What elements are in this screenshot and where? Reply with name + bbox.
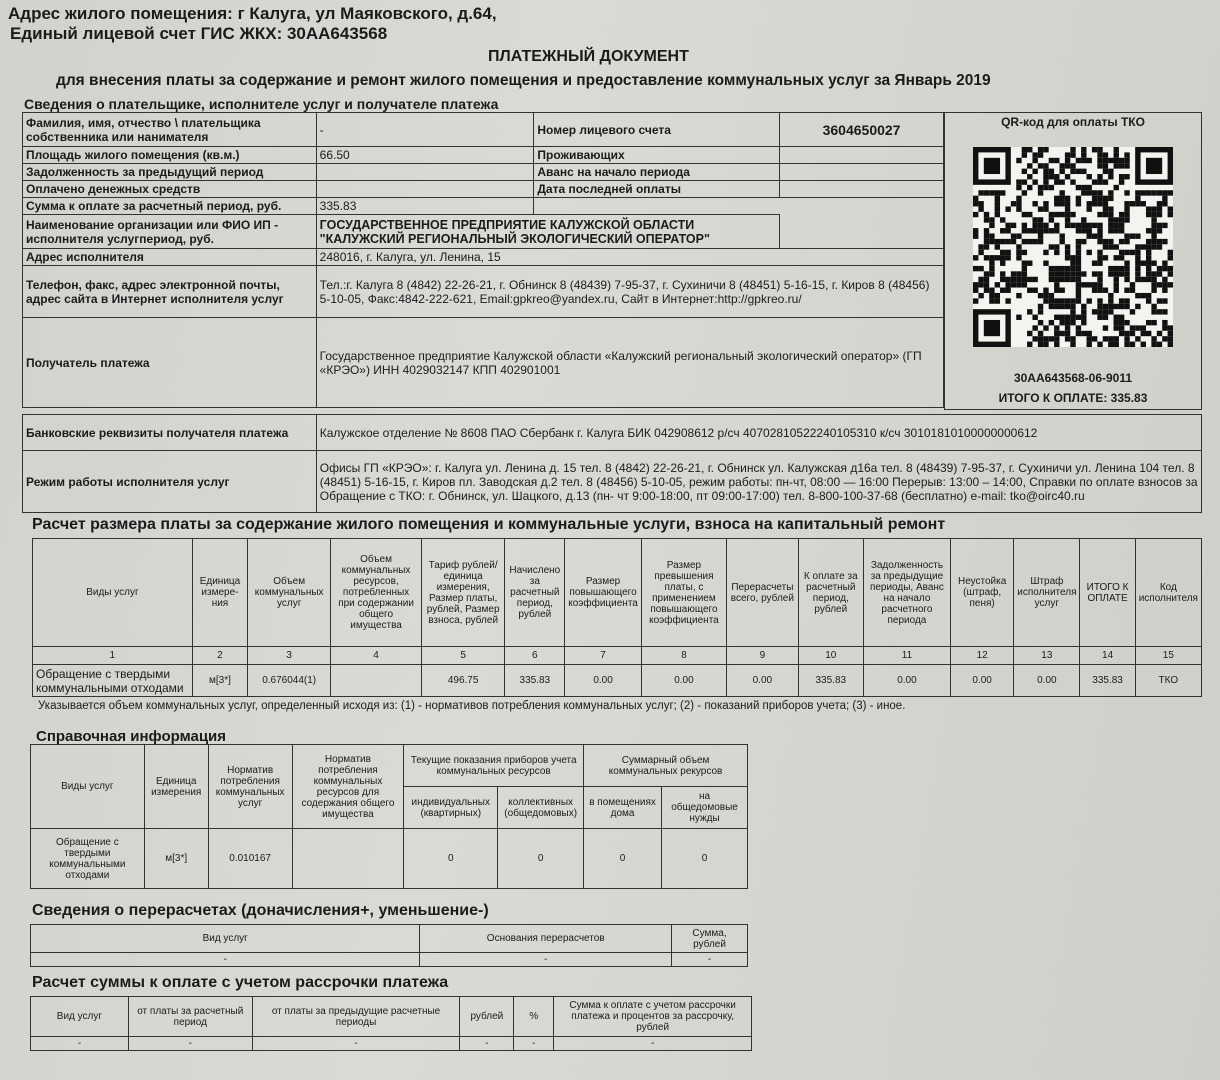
recalc-header-service: Вид услуг — [31, 925, 420, 953]
sum-label: Сумма к оплате за расчетный период, руб. — [23, 198, 317, 215]
gis-account-number: Единый лицевой счет ГИС ЖКХ: 30АА643568 — [10, 24, 388, 43]
calc-cell: ТКО — [1135, 665, 1201, 697]
inst-header-current: от платы за расчетный период — [128, 997, 252, 1037]
ref-header-unit: Единица измерения — [144, 745, 208, 829]
ref-cell: 0.010167 — [208, 829, 292, 889]
payer-info-table — [22, 112, 944, 408]
organization-value: ГОСУДАРСТВЕННОЕ ПРЕДПРИЯТИЕ КАЛУЖСКОЙ ОБЛАСТИ "КАЛУЖСКИЙ РЕГИОНАЛЬНЫЙ ЭКОЛОГИЧЕСКИЙ ОПЕРАТОР" — [316, 215, 779, 249]
table-row — [23, 181, 944, 198]
executor-address-value: 248016, г. Калуга, ул. Ленина, 15 — [316, 249, 943, 266]
calc-cell: 335.83 — [505, 665, 565, 697]
table-number-row — [33, 647, 1202, 665]
calc-cell: 335.83 — [1080, 665, 1135, 697]
table-row — [23, 215, 944, 249]
organization-label: Наименование организации или ФИО ИП - исполнителя услугпериод, руб. — [23, 215, 317, 249]
account-label: Номер лицевого счета — [534, 113, 780, 147]
inst-header-service: Вид услуг — [31, 997, 129, 1037]
work-mode-label: Режим работы исполнителя услуг — [23, 451, 317, 513]
calc-header-cell: Неустойка (штраф, пеня) — [951, 539, 1014, 647]
table-row — [23, 147, 944, 164]
calc-header-cell: Объем коммунальных услуг — [248, 539, 331, 647]
calc-header-cell: Объем коммунальных ресурсов, потребленных при содержании общего имущества — [331, 539, 422, 647]
inst-cell: - — [128, 1037, 252, 1051]
ref-header-collective: коллективных (общедомовых) — [498, 787, 584, 829]
calc-number-cell: 3 — [248, 647, 331, 665]
calc-header-cell: Начислено за расчетный период, рублей — [505, 539, 565, 647]
calc-cell: 0.00 — [727, 665, 799, 697]
calc-header-cell: Единица измере-ния — [192, 539, 247, 647]
calc-cell: 496.75 — [421, 665, 505, 697]
calc-number-cell: 11 — [863, 647, 950, 665]
calc-header-cell: К оплате за расчетный период, рублей — [798, 539, 863, 647]
ref-header-individual: индивидуальных (квартирных) — [404, 787, 498, 829]
residents-label: Проживающих — [534, 147, 780, 164]
installment-section-title: Расчет суммы к оплате с учетом рассрочки платежа — [32, 974, 449, 991]
calc-number-cell: 4 — [331, 647, 422, 665]
table-row — [23, 113, 944, 147]
calc-cell: 0.00 — [863, 665, 950, 697]
calc-header-cell: Размер повышающего коэффициента — [565, 539, 642, 647]
ref-header-common: на общедомовые нужды — [662, 787, 748, 829]
calc-number-cell: 7 — [565, 647, 642, 665]
recalc-cell: - — [672, 953, 748, 967]
calc-number-cell: 14 — [1080, 647, 1135, 665]
recipient-value: Государственное предприятие Калужской области «Калужский региональный экологический оператор» (ГП «КРЭО») ИНН 4029032147 КПП 402901001 — [316, 318, 943, 408]
calc-number-cell: 9 — [727, 647, 799, 665]
payer-section-title: Сведения о плательщике, исполнителе услуг и получателе платежа — [24, 96, 499, 112]
contacts-value: Тел.:г. Калуга 8 (4842) 22-26-21, г. Обнинск 8 (48439) 7-95-37, г. Сухиничи 8 (48451) 5-16-15, г. Киров 8 (48456) 5-10-05, Факс:4842-222-621, Email:gpkreo@yandex.ru, Сайт в Интернет:http://gpkreo.ru/ — [316, 266, 943, 318]
last-payment-label: Дата последней оплаты — [534, 181, 780, 198]
ref-cell: 0 — [404, 829, 498, 889]
advance-value — [780, 164, 944, 181]
table-header-row — [31, 997, 752, 1037]
debt-value — [316, 164, 534, 181]
recalc-section-title: Сведения о перерасчетах (доначисления+, уменьшение-) — [32, 902, 489, 919]
account-value: 3604650027 — [780, 113, 944, 147]
calc-header-cell: Перерасчеты всего, рублей — [727, 539, 799, 647]
ref-cell: 0 — [584, 829, 662, 889]
paid-label: Оплачено денежных средств — [23, 181, 317, 198]
calc-number-cell: 8 — [641, 647, 726, 665]
fio-value: - — [316, 113, 534, 147]
ref-cell: м[3*] — [144, 829, 208, 889]
calc-cell: Обращение с твердыми коммунальными отходами — [33, 665, 193, 697]
inst-cell: - — [252, 1037, 460, 1051]
ref-cell — [292, 829, 404, 889]
table-row — [33, 665, 1202, 697]
calc-cell: м[3*] — [192, 665, 247, 697]
calc-cell: 0.00 — [565, 665, 642, 697]
calc-number-cell: 6 — [505, 647, 565, 665]
calc-number-cell: 2 — [192, 647, 247, 665]
inst-cell: - — [514, 1037, 554, 1051]
ref-header-rooms: в помещениях дома — [584, 787, 662, 829]
ref-header-norm: Норматив потребления коммунальных услуг — [208, 745, 292, 829]
calc-section-title: Расчет размера платы за содержание жилого помещения и коммунальные услуги, взноса на капитальный ремонт — [32, 516, 946, 533]
qr-code-icon — [973, 147, 1173, 347]
fio-label: Фамилия, имя, отчество \ плательщика собственника или нанимателя — [23, 113, 317, 147]
qr-code-id: 30АА643568-06-9011 — [1013, 371, 1133, 385]
installment-table — [30, 996, 752, 1051]
recalc-cell: - — [420, 953, 672, 967]
executor-address-label: Адрес исполнителя — [23, 249, 317, 266]
table-row — [23, 249, 944, 266]
inst-header-pct: % — [514, 997, 554, 1037]
table-row — [23, 451, 1202, 513]
table-row — [23, 415, 1202, 451]
calc-header-cell: ИТОГО К ОПЛАТЕ — [1080, 539, 1135, 647]
ref-cell: 0 — [662, 829, 748, 889]
inst-cell: - — [460, 1037, 514, 1051]
ref-header-total: Суммарный объем коммунальных рекурсов — [584, 745, 748, 787]
calc-number-cell: 5 — [421, 647, 505, 665]
contacts-label: Телефон, факс, адрес электронной почты, адрес сайта в Интернет исполнителя услуг — [23, 266, 317, 318]
ref-cell: 0 — [498, 829, 584, 889]
table-row — [23, 164, 944, 181]
inst-cell: - — [554, 1037, 752, 1051]
paid-value — [316, 181, 534, 198]
bank-value: Калужское отделение № 8608 ПАО Сбербанк г. Калуга БИК 042908612 р/сч 40702810522240105310 к/сч 30101810100000000612 — [316, 415, 1201, 451]
calc-header-cell: Размер превышения платы, с применением повышающего коэффициента — [641, 539, 726, 647]
calc-header-cell: Штраф исполнителя услуг — [1014, 539, 1080, 647]
bank-info-table — [22, 414, 1202, 513]
reference-section-title: Справочная информация — [36, 728, 227, 745]
ref-header-current: Текущие показания приборов учета коммунальных ресурсов — [404, 745, 584, 787]
calc-table — [32, 538, 1202, 697]
calc-cell: 0.00 — [641, 665, 726, 697]
ref-header-norm-common: Норматив потребления коммунальных ресурсов для содержания общего имущества — [292, 745, 404, 829]
debt-label: Задолженность за предыдущий период — [23, 164, 317, 181]
table-row — [31, 1037, 752, 1051]
table-row — [31, 953, 748, 967]
document-title: ПЛАТЕЖНЫЙ ДОКУМЕНТ — [488, 48, 689, 65]
table-header-row — [31, 745, 748, 787]
inst-cell: - — [31, 1037, 129, 1051]
table-row — [31, 829, 748, 889]
ref-header-service: Виды услуг — [31, 745, 145, 829]
calc-header-cell: Тариф рублей/единица измерения, Размер платы, рублей, Размер взноса, рублей — [421, 539, 505, 647]
bank-label: Банковские реквизиты получателя платежа — [23, 415, 317, 451]
area-value: 66.50 — [316, 147, 534, 164]
last-payment-value — [780, 181, 944, 198]
calc-footnote: Указывается объем коммунальных услуг, определенный исходя из: (1) - нормативов потребления коммунальных услуг; (2) - показаний приборов учета; (3) - иное. — [38, 700, 906, 712]
recipient-label: Получатель платежа — [23, 318, 317, 408]
calc-header-cell: Виды услуг — [33, 539, 193, 647]
calc-header-cell: Задолженность за предыдущие периоды, Аванс на начало расчетного периода — [863, 539, 950, 647]
residents-value — [780, 147, 944, 164]
document-subtitle: для внесения платы за содержание и ремонт жилого помещения и предоставление коммунальных услуг за Январь 2019 — [56, 72, 991, 89]
calc-number-cell: 1 — [33, 647, 193, 665]
calc-cell: 0.676044(1) — [248, 665, 331, 697]
calc-number-cell: 13 — [1014, 647, 1080, 665]
inst-header-total: Сумма к оплате с учетом рассрочки платежа и процентов за рассрочку, рублей — [554, 997, 752, 1037]
table-header-row — [33, 539, 1202, 647]
sum-value: 335.83 — [316, 198, 534, 215]
qr-caption: QR-код для оплаты ТКО — [1001, 115, 1145, 129]
recalc-table — [30, 924, 748, 967]
table-header-row — [31, 925, 748, 953]
table-row — [23, 318, 944, 408]
calc-cell: 0.00 — [1014, 665, 1080, 697]
work-mode-value: Офисы ГП «КРЭО»: г. Калуга ул. Ленина д. 15 тел. 8 (4842) 22-26-21, г. Обнинск ул. Калужская д16а тел. 8 (48439) 7-95-37, г. Сухиничи ул. Ленина 104 тел. 8 (48451) 5-16-15, г. Киров пл. Заводская д.2 тел. 8 (48456) 5-10-05, режим работы: пн-чт, 08:00 — 16:00 Перерыв: 13:00 – 14:00, Справки по оплате взносов за Обращение с ТКО: г. Обнинск, ул. Шацкого, д.13 (пн- чт 9:00-18:00, пт 09:00-17:00) тел. 8-800-100-37-68 (бесплатно) e-mail: tko@oirc40.ru — [316, 451, 1201, 513]
qr-code-box — [944, 112, 1202, 410]
ref-cell: Обращение с твердыми коммунальными отходами — [31, 829, 145, 889]
reference-table — [30, 744, 748, 889]
table-row — [23, 198, 944, 215]
calc-number-cell: 15 — [1135, 647, 1201, 665]
table-row — [23, 266, 944, 318]
recalc-header-reason: Основания перерасчетов — [420, 925, 672, 953]
inst-header-prev: от платы за предыдущие расчетные периоды — [252, 997, 460, 1037]
recalc-header-sum: Сумма, рублей — [672, 925, 748, 953]
calc-cell: 0.00 — [951, 665, 1014, 697]
calc-number-cell: 10 — [798, 647, 863, 665]
calc-header-cell: Код исполнителя — [1135, 539, 1201, 647]
property-address: Адрес жилого помещения: г Калуга, ул Маяковского, д.64, — [8, 4, 497, 23]
inst-header-rub: рублей — [460, 997, 514, 1037]
area-label: Площадь жилого помещения (кв.м.) — [23, 147, 317, 164]
advance-label: Аванс на начало периода — [534, 164, 780, 181]
recalc-cell: - — [31, 953, 420, 967]
calc-cell: 335.83 — [798, 665, 863, 697]
calc-cell — [331, 665, 422, 697]
qr-total: ИТОГО К ОПЛАТЕ: 335.83 — [998, 391, 1148, 405]
calc-number-cell: 12 — [951, 647, 1014, 665]
